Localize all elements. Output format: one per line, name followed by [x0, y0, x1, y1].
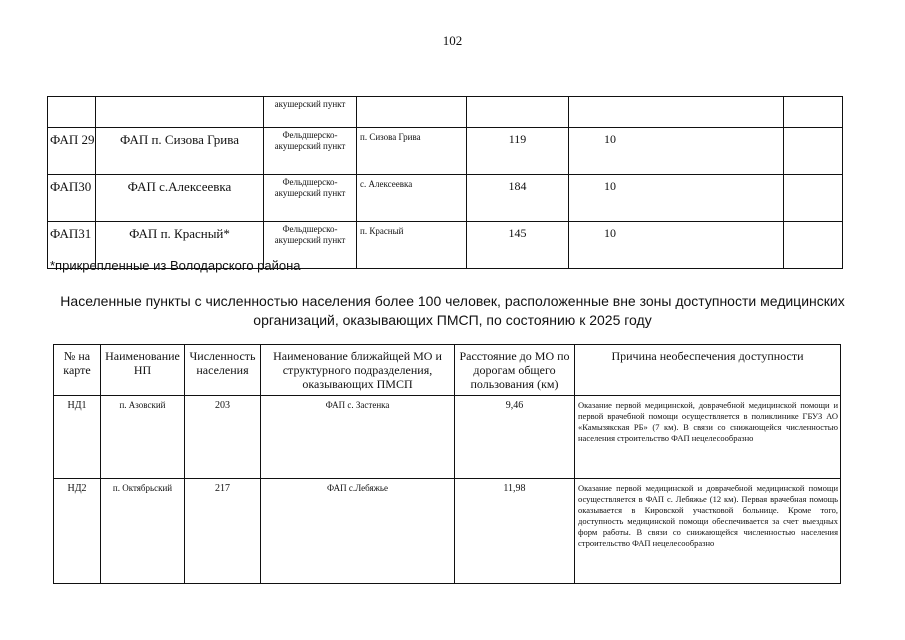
nearest-mo-cell: ФАП с.Лебяжье	[261, 479, 455, 584]
fap-settlement-cell: с. Алексеевка	[357, 175, 467, 222]
population-cell: 217	[185, 479, 261, 584]
fap-name-cell: ФАП п. Красный*	[96, 222, 264, 269]
distance-cell: 9,46	[455, 396, 575, 479]
settlements-table	[53, 344, 841, 584]
map-number-cell: НД2	[54, 479, 101, 584]
fap-value2-cell: 10	[569, 128, 784, 175]
fap-code-cell: ФАП 29	[48, 128, 96, 175]
reason-cell: Оказание первой медицинской, доврачебной медицинской помощи и первой врачебной помощи осуществляется в поликлинике ГБУЗ АО «Камызякская РБ» (7 км). В связи со снижающейся численностью населения строительство ФАП нецелесообразно	[575, 396, 841, 479]
fap-continuation-table	[47, 96, 843, 269]
fap-value2-cell: 10	[569, 175, 784, 222]
footnote: *прикрепленные из Володарского района	[50, 258, 301, 273]
header-nearest-mo: Наименование ближайщей МО и структурного подразделения, оказывающих ПМСП	[261, 345, 455, 396]
header-settlement-name: Наименование НП	[101, 345, 185, 396]
fap-type-cell: Фельдшерско-акушерский пункт	[264, 222, 357, 269]
fap-value1-cell: 184	[467, 175, 569, 222]
fap-value1-cell: 119	[467, 128, 569, 175]
header-map-number: № на карте	[54, 345, 101, 396]
header-distance: Расстояние до МО по дорогам общего пользования (км)	[455, 345, 575, 396]
fap-name-cell: ФАП с.Алексеевка	[96, 175, 264, 222]
settlement-name-cell: п. Азовский	[101, 396, 185, 479]
table-row	[48, 128, 843, 175]
nearest-mo-cell: ФАП с. Застенка	[261, 396, 455, 479]
fap-settlement-cell: п. Красный	[357, 222, 467, 269]
fap-settlement-cell: п. Сизова Грива	[357, 128, 467, 175]
table-row	[54, 396, 841, 479]
settlement-name-cell: п. Октябрьский	[101, 479, 185, 584]
table-header-row	[54, 345, 841, 396]
fap-value2-cell: 10	[569, 222, 784, 269]
fap-type-cell: Фельдшерско-акушерский пункт	[264, 175, 357, 222]
table-row	[48, 97, 843, 128]
fap-value1-cell: 145	[467, 222, 569, 269]
page-number: 102	[442, 33, 463, 48]
table-row	[54, 479, 841, 584]
distance-cell: 11,98	[455, 479, 575, 584]
table-row	[48, 175, 843, 222]
fap-type-cell: акушерский пункт	[264, 97, 357, 128]
header-population: Численность населения	[185, 345, 261, 396]
section-title: Населенные пункты с численностью населения более 100 человек, расположенные вне зоны доступности медицинских организаций, оказывающих ПМСП, по состоянию к 2025 году	[60, 293, 845, 328]
map-number-cell: НД1	[54, 396, 101, 479]
fap-code-cell: ФАП31	[48, 222, 96, 269]
fap-code-cell: ФАП30	[48, 175, 96, 222]
fap-type-cell: Фельдшерско-акушерский пункт	[264, 128, 357, 175]
fap-name-cell: ФАП п. Сизова Грива	[96, 128, 264, 175]
header-reason: Причина необеспечения доступности	[575, 345, 841, 396]
population-cell: 203	[185, 396, 261, 479]
reason-cell: Оказание первой медицинской и доврачебной медицинской помощи осуществляется в ФАП с. Лебяжье (12 км). Первая врачебная помощь оказывается в Кировской участковой больнице. Кроме того, доступность медицинской помощи обеспечивается за счет выездных форм работы. В связи со снижающейся численностью населения строительство ФАП нецелесообразно	[575, 479, 841, 584]
